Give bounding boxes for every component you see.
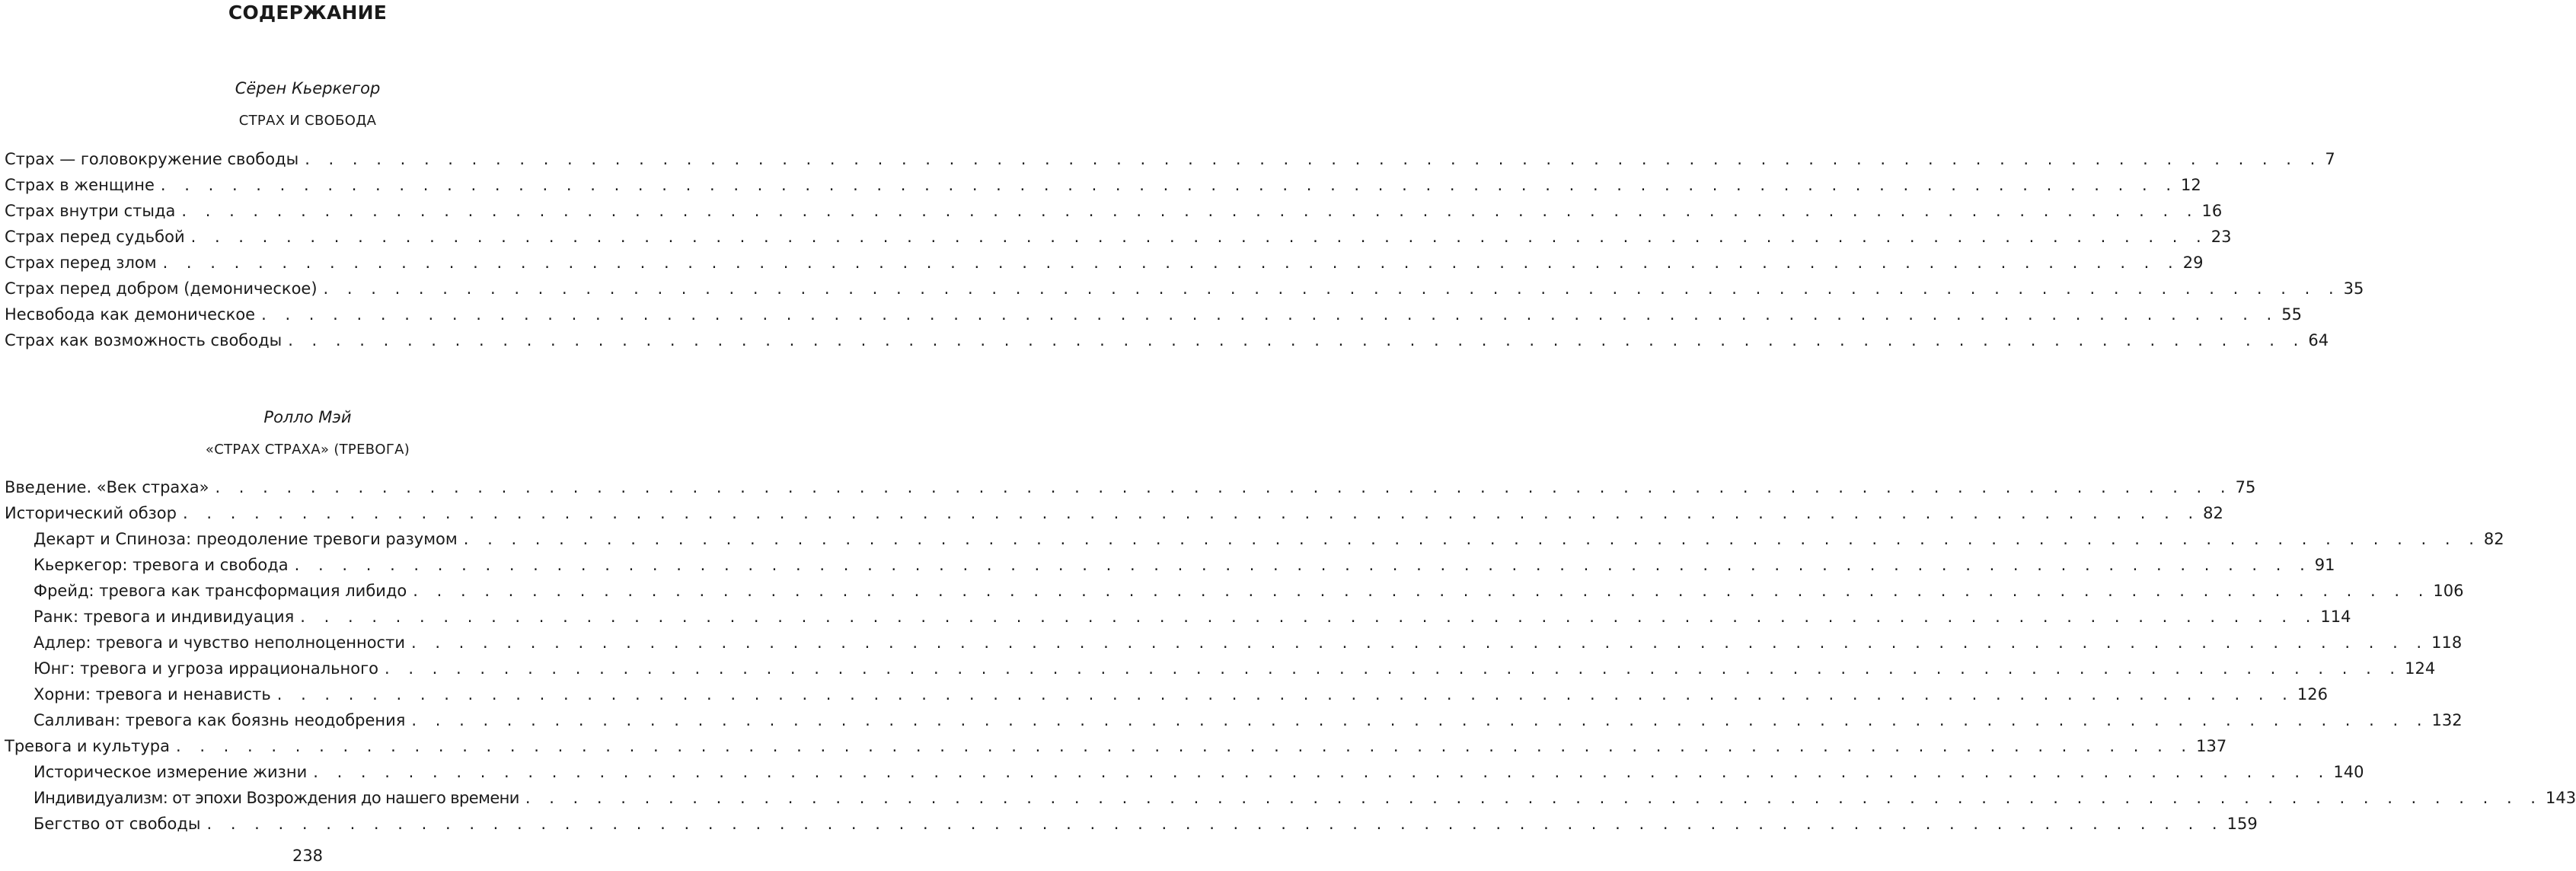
toc-subentry[interactable] [34, 579, 2464, 602]
toc-entry-label: Страх как возможность свободы [5, 331, 282, 349]
toc-entry-page: 132 [2431, 711, 2463, 729]
toc-entry[interactable] [5, 329, 2329, 352]
leader-dots: . . . . . . . . . . . . . . . . . . . . . . . . . . . . . . . . . . . . . . . . . . . . . . . . . . . . . . . . . . . . . . . . . . . . . . . . . . . . . . . . . . . . . [525, 789, 2542, 807]
toc-entry-label: Страх перед судьбой [5, 228, 185, 246]
toc-entry-page: 159 [2226, 815, 2258, 833]
toc-entry[interactable] [5, 502, 2223, 525]
leader-dots: . . . . . . . . . . . . . . . . . . . . . . . . . . . . . . . . . . . . . . . . . . . . . . . . . . . . . . . . . . . . . . . . . . . . . . . . . . . . . . . . . . . . . [288, 331, 2306, 349]
leader-dots: . . . . . . . . . . . . . . . . . . . . . . . . . . . . . . . . . . . . . . . . . . . . . . . . . . . . . . . . . . . . . . . . . . . . . . . . . . . . . . . . . . . . . [175, 737, 2194, 755]
toc-entry[interactable] [5, 303, 2302, 326]
toc-entry-label: Историческое измерение жизни [34, 763, 308, 781]
page-title: СОДЕРЖАНИЕ [228, 2, 388, 24]
toc-entry-page: 91 [2314, 556, 2335, 574]
toc-subentry[interactable] [34, 812, 2258, 835]
toc-entry-page: 12 [2181, 176, 2201, 194]
toc-entry[interactable] [5, 277, 2364, 300]
toc-entry-page: 137 [2196, 737, 2227, 755]
toc-subentry[interactable] [34, 761, 2364, 783]
toc-entry-label: Салливан: тревога как боязнь неодобрения [34, 711, 406, 729]
toc-entry-page: 126 [2297, 685, 2328, 704]
toc-entry[interactable] [5, 199, 2223, 222]
toc-entry-page: 16 [2201, 202, 2223, 220]
toc-entry-page: 55 [2281, 305, 2302, 324]
toc-entry-label: Введение. «Век страха» [5, 478, 209, 496]
leader-dots: . . . . . . . . . . . . . . . . . . . . . . . . . . . . . . . . . . . . . . . . . . . . . . . . . . . . . . . . . . . . . . . . . . . . . . . . . . . . . . . . . . . . . [411, 711, 2429, 729]
toc-subentry[interactable] [34, 709, 2463, 732]
toc-entry-page: 124 [2405, 659, 2436, 678]
toc-entry[interactable] [5, 225, 2232, 248]
toc-entry-label: Ранк: тревога и индивидуация [34, 608, 295, 626]
toc-entry-page: 29 [2182, 254, 2204, 272]
toc-entry[interactable] [5, 251, 2204, 274]
leader-dots: . . . . . . . . . . . . . . . . . . . . . . . . . . . . . . . . . . . . . . . . . . . . . . . . . . . . . . . . . . . . . . . . . . . . . . . . . . . . . . . . . . . . . [215, 478, 2233, 496]
toc-entry-label: Декарт и Спиноза: преодоление тревоги разумом [34, 530, 458, 548]
toc-entry-label: Страх перед злом [5, 254, 157, 272]
toc-entry-label: Юнг: тревога и угроза иррационального [34, 659, 378, 678]
toc-entry-label: Бегство от свободы [34, 815, 201, 833]
leader-dots: . . . . . . . . . . . . . . . . . . . . . . . . . . . . . . . . . . . . . . . . . . . . . . . . . . . . . . . . . . . . . . . . . . . . . . . . . . . . . . . . . . . . . [183, 504, 2201, 522]
toc-entry-page: 118 [2431, 633, 2463, 652]
toc-entry-label: Страх перед добром (демоническое) [5, 279, 318, 298]
toc-entry-label: Исторический обзор [5, 504, 177, 522]
toc-subentry[interactable] [34, 683, 2328, 706]
toc-entry-label: Страх в женщине [5, 176, 155, 194]
toc-entry-label: Тревога и культура [5, 737, 170, 755]
leader-dots: . . . . . . . . . . . . . . . . . . . . . . . . . . . . . . . . . . . . . . . . . . . . . . . . . . . . . . . . . . . . . . . . . . . . . . . . . . . . . . . . . . . . . [190, 228, 2208, 246]
toc-subentry[interactable] [34, 657, 2436, 680]
toc-entry-page: 106 [2433, 582, 2464, 600]
toc-entry-page: 64 [2308, 331, 2329, 349]
toc-subentry[interactable] [34, 554, 2335, 576]
toc-entry-label: Хорни: тревога и ненависть [34, 685, 271, 704]
section-author: Ролло Мэй [263, 408, 352, 426]
leader-dots: . . . . . . . . . . . . . . . . . . . . . . . . . . . . . . . . . . . . . . . . . . . . . . . . . . . . . . . . . . . . . . . . . . . . . . . . . . . . . . . . . . . . . [313, 763, 2331, 781]
toc-entry-page: 35 [2343, 279, 2364, 298]
toc-entry-label: Фрейд: тревога как трансформация либидо [34, 582, 407, 600]
leader-dots: . . . . . . . . . . . . . . . . . . . . . . . . . . . . . . . . . . . . . . . . . . . . . . . . . . . . . . . . . . . . . . . . . . . . . . . . . . . . . . . . . . . . . [323, 279, 2341, 298]
toc-entry-page: 114 [2320, 608, 2351, 626]
toc-entry-page: 140 [2333, 763, 2364, 781]
toc-entry-label: Адлер: тревога и чувство неполноценности [34, 633, 405, 652]
leader-dots: . . . . . . . . . . . . . . . . . . . . . . . . . . . . . . . . . . . . . . . . . . . . . . . . . . . . . . . . . . . . . . . . . . . . . . . . . . . . . . . . . . . . . [300, 608, 2318, 626]
leader-dots: . . . . . . . . . . . . . . . . . . . . . . . . . . . . . . . . . . . . . . . . . . . . . . . . . . . . . . . . . . . . . . . . . . . . . . . . . . . . . . . . . . . . . [294, 556, 2312, 574]
leader-dots: . . . . . . . . . . . . . . . . . . . . . . . . . . . . . . . . . . . . . . . . . . . . . . . . . . . . . . . . . . . . . . . . . . . . . . . . . . . . . . . . . . . . . [276, 685, 2294, 704]
leader-dots: . . . . . . . . . . . . . . . . . . . . . . . . . . . . . . . . . . . . . . . . . . . . . . . . . . . . . . . . . . . . . . . . . . . . . . . . . . . . . . . . . . . . . [160, 176, 2179, 194]
leader-dots: . . . . . . . . . . . . . . . . . . . . . . . . . . . . . . . . . . . . . . . . . . . . . . . . . . . . . . . . . . . . . . . . . . . . . . . . . . . . . . . . . . . . . [463, 530, 2481, 548]
toc-entry-label: Несвобода как демоническое [5, 305, 256, 324]
toc-subentry[interactable] [34, 786, 2576, 809]
leader-dots: . . . . . . . . . . . . . . . . . . . . . . . . . . . . . . . . . . . . . . . . . . . . . . . . . . . . . . . . . . . . . . . . . . . . . . . . . . . . . . . . . . . . . [206, 815, 2224, 833]
toc-entry-page: 75 [2235, 478, 2256, 496]
leader-dots: . . . . . . . . . . . . . . . . . . . . . . . . . . . . . . . . . . . . . . . . . . . . . . . . . . . . . . . . . . . . . . . . . . . . . . . . . . . . . . . . . . . . . [384, 659, 2402, 678]
toc-subentry[interactable] [34, 605, 2351, 628]
toc-entry-page: 7 [2325, 150, 2335, 168]
leader-dots: . . . . . . . . . . . . . . . . . . . . . . . . . . . . . . . . . . . . . . . . . . . . . . . . . . . . . . . . . . . . . . . . . . . . . . . . . . . . . . . . . . . . . [413, 582, 2431, 600]
toc-entry-page: 143 [2545, 789, 2576, 807]
section-author: Сёрен Кьеркегор [235, 79, 381, 97]
toc-subentry[interactable] [34, 631, 2463, 654]
toc-entry-page: 82 [2203, 504, 2223, 522]
toc-entry-label: Страх — головокружение свободы [5, 150, 299, 168]
leader-dots: . . . . . . . . . . . . . . . . . . . . . . . . . . . . . . . . . . . . . . . . . . . . . . . . . . . . . . . . . . . . . . . . . . . . . . . . . . . . . . . . . . . . . [410, 633, 2429, 652]
toc-entry[interactable] [5, 476, 2256, 499]
toc-entry-label: Индивидуализм: от эпохи Возрождения до нашего времени [34, 789, 519, 807]
toc-entry-label: Кьеркегор: тревога и свобода [34, 556, 289, 574]
leader-dots: . . . . . . . . . . . . . . . . . . . . . . . . . . . . . . . . . . . . . . . . . . . . . . . . . . . . . . . . . . . . . . . . . . . . . . . . . . . . . . . . . . . . . [305, 150, 2322, 168]
leader-dots: . . . . . . . . . . . . . . . . . . . . . . . . . . . . . . . . . . . . . . . . . . . . . . . . . . . . . . . . . . . . . . . . . . . . . . . . . . . . . . . . . . . . . [261, 305, 2279, 324]
toc-entry[interactable] [5, 174, 2201, 196]
leader-dots: . . . . . . . . . . . . . . . . . . . . . . . . . . . . . . . . . . . . . . . . . . . . . . . . . . . . . . . . . . . . . . . . . . . . . . . . . . . . . . . . . . . . . [181, 202, 2199, 220]
leader-dots: . . . . . . . . . . . . . . . . . . . . . . . . . . . . . . . . . . . . . . . . . . . . . . . . . . . . . . . . . . . . . . . . . . . . . . . . . . . . . . . . . . . . . [162, 254, 2180, 272]
toc-entry-page: 82 [2483, 530, 2504, 548]
toc-entry-label: Страх внутри стыда [5, 202, 176, 220]
section-work-title: «СТРАХ СТРАХА» (ТРЕВОГА) [205, 442, 410, 458]
toc-entry[interactable] [5, 735, 2227, 758]
toc-subentry[interactable] [34, 528, 2504, 550]
page-number: 238 [292, 847, 324, 865]
section-work-title: СТРАХ И СВОБОДА [238, 113, 377, 129]
toc-entry-page: 23 [2211, 228, 2232, 246]
toc-entry[interactable] [5, 148, 2335, 171]
